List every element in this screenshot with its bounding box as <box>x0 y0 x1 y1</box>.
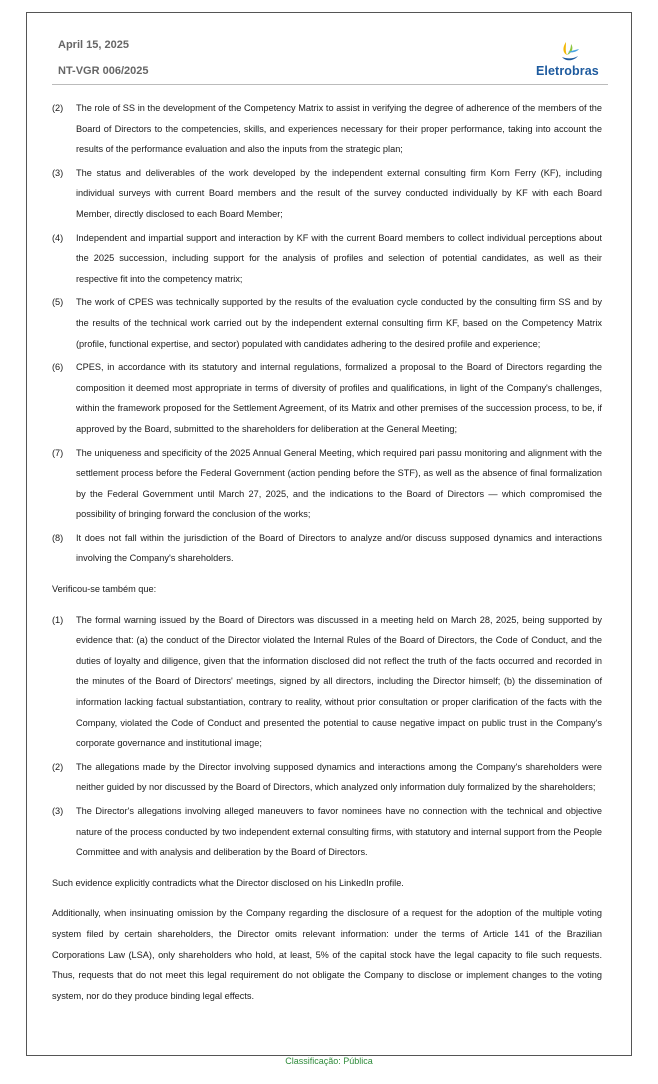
paragraph: Such evidence explicitly contradicts what the Director disclosed on his LinkedIn profile. <box>52 877 404 888</box>
paragraph: Additionally, when insinuating omission by the Company regarding the disclosure of a request for the adoption of the multiple voting system filed by certain shareholders, the Director omits relevant information: under the terms of Article 141 of the Brazilian Corporations Law (LSA), only shareholders who hold, at least, 5% of the capital stock have the legal capacity to file such requests. Thus, requests that do not meet this legal requirement do not obligate the Company to disclose or implement changes to the voting system, nor do they produce binding legal effects. <box>52 908 602 1001</box>
document-date: April 15, 2025 <box>58 39 129 51</box>
section-intro: Verificou-se também que: <box>52 584 157 595</box>
list-item: (4) Independent and impartial support and interaction by KF with the current Board members to collect individual perceptions about the 2025 succession, including support for the analysis of profiles and selection of potential candidates, as well as their respective fit into the competency matrix; <box>52 232 602 284</box>
header-divider <box>52 84 608 85</box>
list-item: (3) The status and deliverables of the work developed by the independent external consulting firm Korn Ferry (KF), including individual surveys with current Board members and the result of the survey conducted individually by KF with each Board Member, directly disclosed to each Board Member; <box>52 167 602 219</box>
list-item: (3) The Director's allegations involving alleged maneuvers to favor nominees have no connection with the technical and objective nature of the process conducted by two independent external consulting firms, with statutory and internal support from the People Committee and with analysis and deliberation by the Board of Directors. <box>52 806 602 858</box>
list-item: (8) It does not fall within the jurisdiction of the Board of Directors to analyze and/or discuss supposed dynamics and interactions involving the Company's shareholders. <box>52 532 602 564</box>
list-item: (2) The allegations made by the Director involving supposed dynamics and interactions among the Company's shareholders were neither guided by nor discussed by the Board of Directors, which analyzed only information duly formalized by the shareholders; <box>52 761 602 793</box>
document-body <box>52 98 602 1006</box>
document-reference: NT-VGR 006/2025 <box>58 65 149 77</box>
classification-footer: Classificação: Pública <box>285 1056 373 1066</box>
list-item: (6) CPES, in accordance with its statutory and internal regulations, formalized a proposal to the Board of Directors regarding the composition it deemed most appropriate in terms of diversity of profiles and qualifications, in light of the Company's challenges, within the framework proposed for the Settlement Agreement, of its Matrix and other premises of the succession process, to be, if approved by the Board, submitted to the shareholders for deliberation at the General Meeting; <box>52 362 602 434</box>
list-item: (1) The formal warning issued by the Board of Directors was discussed in a meeting held on March 28, 2025, being supported by evidence that: (a) the conduct of the Director violated the Internal Rules of the Board of Directors, the Code of Conduct, and the duties of loyalty and diligence, given that the information disclosed did not reflect the truth of the facts occurred and recorded in the minutes of the Board of Directors' meetings, signed by all directors, including the Director himself; (b) the dissemination of information lacking factual substantiation, contrary to reality, without prior consultation or proper clarification of the facts with the Company, violated the Code of Conduct and presented the potential to cause negative impact on public trust in the Company's corporate governance and institutional image; <box>52 614 602 749</box>
logo-wordmark: Eletrobras <box>536 64 599 78</box>
list-item: (7) The uniqueness and specificity of the 2025 Annual General Meeting, which required pari passu monitoring and alignment with the settlement process before the Federal Government (action pending before the STF), as well as the absence of final formalization by the Federal Government until March 27, 2025, and the indications to the Board of Directors — which compromised the possibility of bringing forward the conclusion of the works; <box>52 447 602 520</box>
list-item: (2) The role of SS in the development of the Competency Matrix to assist in verifying the degree of adherence of the members of the Board of Directors to the competencies, skills, and experiences necessary for their proper performance, taking into account the results of the performance evaluation and also the inputs from the strategic plan; <box>52 103 602 155</box>
list-item: (5) The work of CPES was technically supported by the results of the evaluation cycle conducted by the consulting firm SS and by the results of the technical work carried out by the independent external consulting firm KF, based on the Competency Matrix (profile, functional expertise, and sector) populated with candidates adhering to the desired profile and experience; <box>52 297 602 349</box>
